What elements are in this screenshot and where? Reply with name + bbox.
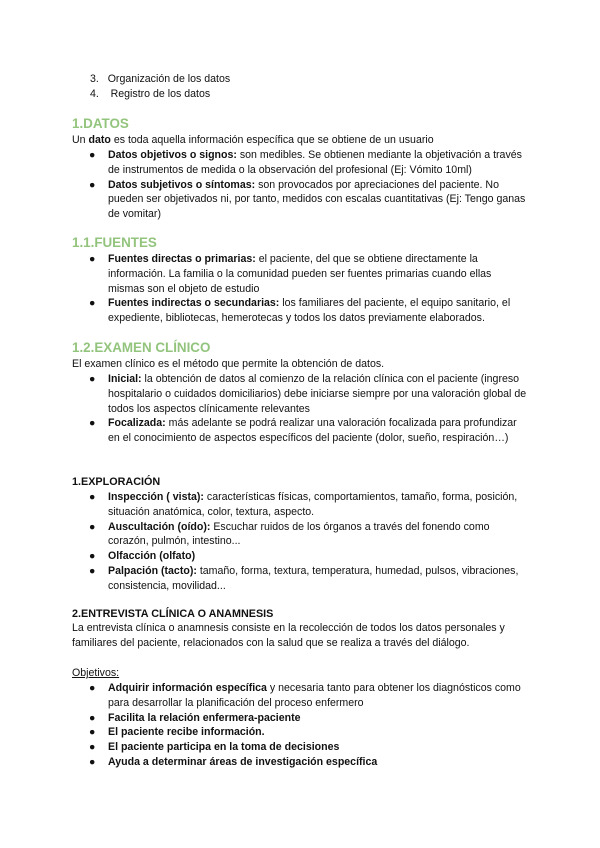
datos-intro: Un dato es toda aquella información específica que se obtiene de un usuario [72,134,434,146]
list-item: ● El paciente participa en la toma de decisiones [89,741,340,754]
list-item: ● Auscultación (oído): Escuchar ruidos de los órganos a través del fonendo como corazón, pulmón, intestino... [89,520,490,548]
objetivos-bullets [90,681,530,770]
exploracion-bullets [90,490,530,594]
examen-bullets [90,372,530,446]
examen-intro: El examen clínico es el método que permite la obtención de datos. [72,358,385,370]
heading-fuentes: 1.1.FUENTES [72,235,157,250]
list-item: ● Datos objetivos o signos: son medibles. Se obtienen mediante la objetivación a través de instrumentos de medida o la observación del profesional (Ej: Vómito 10ml) [89,149,522,176]
objetivos-label: Objetivos: [72,667,120,679]
fuentes-bullets [90,252,530,326]
entrevista-intro: La entrevista clínica o anamnesis consiste en la recolección de todos los datos personales y familiares del paciente, relacionados con la salud que se realiza a través del diálogo. [72,622,505,649]
heading-examen: 1.2.EXAMEN CLÍNICO [72,340,211,355]
numbered-item: 3. Organización de los datos [90,73,231,85]
datos-bullets [90,148,530,222]
heading-datos: 1.DATOS [72,116,129,131]
list-item: ● Palpación (tacto): tamaño, forma, textura, temperatura, humedad, pulsos, vibraciones, consistencia, movilidad... [89,564,519,592]
list-item: ● Fuentes directas o primarias: el paciente, del que se obtiene directamente la información. La familia o la comunidad pueden ser fuentes primarias cuando ellas mismas son el objeto de estudio [89,253,492,295]
list-item: ● Adquirir información específica y necesaria tanto para obtener los diagnósticos como para desarrollar la planificación del proceso enfermero [89,682,521,709]
numbered-item: 4. Registro de los datos [90,88,211,100]
heading-exploracion: 1.EXPLORACIÓN [72,476,161,488]
list-item: ● Facilita la relación enfermera-paciente [89,711,301,724]
list-item: ● El paciente recibe información. [89,726,265,739]
list-item: ● Inicial: la obtención de datos al comienzo de la relación clínica con el paciente (ingreso hospitalario o cuidados domiciliarios) debe iniciarse siempre por una valoración global de todos los aspectos clínicamente relevantes [89,373,527,415]
list-item: ● Ayuda a determinar áreas de investigación específica [89,755,378,768]
list-item: ● Focalizada: más adelante se podrá realizar una valoración focalizada para profundizar en el conocimiento de aspectos específicos del paciente (dolor, sueño, respiración…) [89,417,517,445]
list-item: ● Inspección ( vista): características físicas, comportamientos, tamaño, forma, posición, situación anatómica, color, textura, aspecto. [89,491,518,518]
list-item: ● Olfacción (olfato) [89,550,196,563]
list-item: ● Datos subjetivos o síntomas: son provocados por apreciaciones del paciente. No pueden ser objetivados ni, por tanto, medidos con escalas cuantitativas (Ej: Tengo ganas de vomitar) [89,178,526,221]
list-item: ● Fuentes indirectas o secundarias: los familiares del paciente, el equipo sanitario, el expediente, bibliotecas, hemerotecas y todos los datos previamente elaborados. [89,297,511,325]
heading-entrevista: 2.ENTREVISTA CLÍNICA O ANAMNESIS [72,608,274,620]
